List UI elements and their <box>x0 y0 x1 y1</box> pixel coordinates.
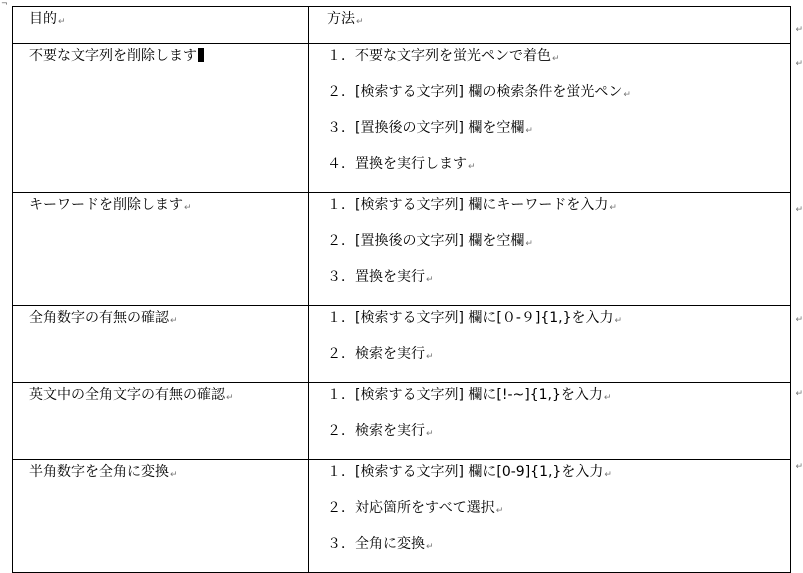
paragraph-mark: ↵ <box>426 429 434 439</box>
method-step <box>327 346 790 382</box>
paragraph-mark: ↵ <box>184 203 192 213</box>
paragraph-mark: ↵ <box>170 316 178 326</box>
method-step <box>327 387 790 423</box>
purpose-cell[interactable] <box>13 306 309 383</box>
table-row <box>13 44 791 193</box>
step-text: １．[検索する文字列] 欄に[0-9]{1,}を入力 <box>327 464 604 480</box>
method-step <box>327 84 790 120</box>
page-corner-mark: ¬ <box>1 0 8 8</box>
step-text: ４．置換を実行します <box>327 156 467 172</box>
table-row <box>13 383 791 460</box>
paragraph-mark: ↵ <box>58 17 66 27</box>
step-text: ２．検索を実行 <box>327 346 425 362</box>
method-cell[interactable] <box>309 460 791 573</box>
row-end-mark: ↵ <box>795 205 803 215</box>
row-end-mark: ↵ <box>795 59 803 69</box>
paragraph-mark: ↵ <box>552 54 560 64</box>
method-step <box>327 269 790 305</box>
table-row <box>13 460 791 573</box>
paragraph-mark: ↵ <box>426 352 434 362</box>
paragraph-mark: ↵ <box>604 470 612 480</box>
method-cell[interactable] <box>309 193 791 306</box>
purpose-method-table <box>12 6 791 573</box>
step-text: １．[検索する文字列] 欄に[０-９]{1,}を入力 <box>327 310 614 326</box>
step-text: ２．検索を実行 <box>327 423 425 439</box>
purpose-cell[interactable] <box>13 44 309 193</box>
header-purpose-cell[interactable] <box>13 7 309 44</box>
purpose-text: 不要な文字列を削除します <box>29 48 197 64</box>
paragraph-mark: ↵ <box>226 393 234 403</box>
step-text: ３．[置換後の文字列] 欄を空欄 <box>327 120 525 136</box>
method-step <box>327 464 790 500</box>
method-step <box>327 48 790 84</box>
row-end-mark: ↵ <box>795 462 803 472</box>
step-text: ３．置換を実行 <box>327 269 425 285</box>
paragraph-mark: ↵ <box>623 90 631 100</box>
step-text: ２．対応箇所をすべて選択 <box>327 500 495 516</box>
paragraph-mark: ↵ <box>495 506 504 516</box>
purpose-cell[interactable] <box>13 193 309 306</box>
method-step <box>327 500 790 536</box>
paragraph-mark: ↵ <box>426 275 434 285</box>
method-cell[interactable] <box>309 383 791 460</box>
purpose-cell[interactable] <box>13 383 309 460</box>
table-row <box>13 306 791 383</box>
purpose-text: 半角数字を全角に変換 <box>29 464 169 480</box>
method-cell[interactable] <box>309 306 791 383</box>
method-step <box>327 310 790 346</box>
paragraph-mark: ↵ <box>468 162 476 172</box>
step-text: １．[検索する文字列] 欄に[!-~]{1,}を入力 <box>327 387 603 403</box>
purpose-text: キーワードを削除します <box>29 197 183 213</box>
purpose-cell[interactable] <box>13 460 309 573</box>
method-step <box>327 233 790 269</box>
paragraph-mark: ↵ <box>603 393 612 403</box>
purpose-text: 英文中の全角文字の有無の確認 <box>29 387 225 403</box>
row-end-mark: ↵ <box>795 389 803 399</box>
row-end-mark: ↵ <box>795 25 803 35</box>
header-purpose-label: 目的 <box>29 11 57 27</box>
method-step <box>327 536 790 572</box>
paragraph-mark: ↵ <box>426 542 434 552</box>
row-end-mark: ↵ <box>795 315 803 325</box>
step-text: １．[検索する文字列] 欄にキーワードを入力 <box>327 197 609 213</box>
method-cell[interactable] <box>309 44 791 193</box>
paragraph-mark: ↵ <box>609 203 617 213</box>
paragraph-mark: ↵ <box>170 470 178 480</box>
purpose-text: 全角数字の有無の確認 <box>29 310 169 326</box>
step-text: ２．[置換後の文字列] 欄を空欄 <box>327 233 525 249</box>
header-method-label: 方法 <box>327 11 355 27</box>
step-text: ３．全角に変換 <box>327 536 425 552</box>
paragraph-mark: ↵ <box>356 17 364 27</box>
text-cursor <box>198 48 204 62</box>
step-text: １．不要な文字列を蛍光ペンで着色 <box>327 48 551 64</box>
method-step <box>327 423 790 459</box>
method-step <box>327 120 790 156</box>
table-header-row <box>13 7 791 44</box>
table-row <box>13 193 791 306</box>
method-step <box>327 156 790 192</box>
paragraph-mark: ↵ <box>525 239 533 249</box>
paragraph-mark: ↵ <box>614 316 623 326</box>
header-method-cell[interactable] <box>309 7 791 44</box>
step-text: ２．[検索する文字列] 欄の検索条件を蛍光ペン <box>327 84 623 100</box>
paragraph-mark: ↵ <box>525 126 533 136</box>
method-step <box>327 197 790 233</box>
